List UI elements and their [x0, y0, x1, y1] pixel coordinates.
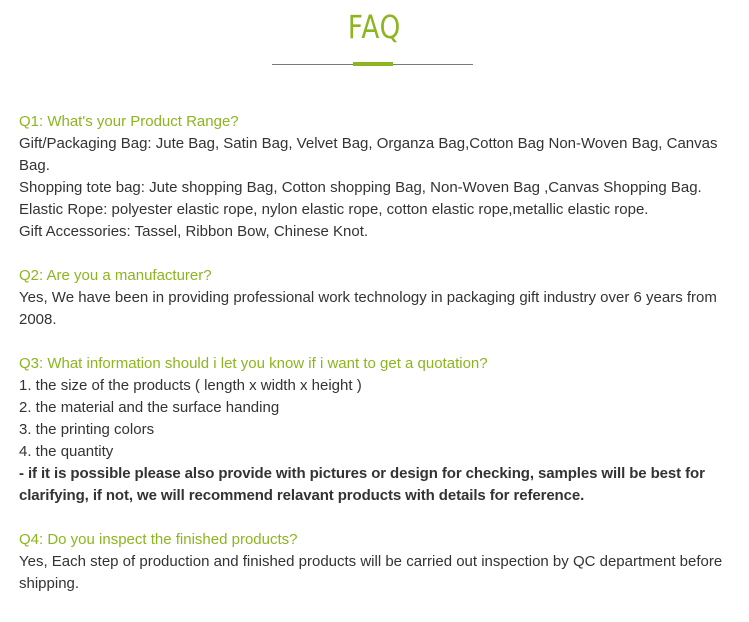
- faq-answer-line: Elastic Rope: polyester elastic rope, nylon elastic rope, cotton elastic rope,metallic elastic rope.: [19, 201, 649, 218]
- faq-item-q3: [19, 353, 734, 507]
- faq-question: Q4: Do you inspect the finished products?: [19, 531, 298, 548]
- faq-question: Q3: What information should i let you know if i want to get a quotation?: [19, 355, 488, 372]
- faq-answer-line: 1. the size of the products ( length x width x height ): [19, 377, 362, 394]
- faq-answer-line: 4. the quantity: [19, 443, 114, 460]
- faq-answer-line: Gift/Packaging Bag: Jute Bag, Satin Bag, Velvet Bag, Organza Bag,Cotton Bag Non-Woven Bag, Canvas Bag.: [19, 135, 718, 174]
- faq-answer-line: Yes, We have been in providing professional work technology in packaging gift industry over 6 years from 2008.: [19, 289, 717, 328]
- faq-list: [19, 111, 734, 617]
- page-title: FAQ: [347, 8, 402, 46]
- faq-item-q2: [19, 265, 734, 331]
- faq-item-q4: [19, 529, 734, 595]
- faq-question: Q1: What's your Product Range?: [19, 113, 239, 130]
- faq-answer-note: - if it is possible please also provide with pictures or design for checking, samples will be best for clarifying, if not, we will recommend relavant products with details for reference.: [19, 465, 705, 504]
- faq-answer-line: Gift Accessories: Tassel, Ribbon Bow, Chinese Knot.: [19, 223, 369, 240]
- faq-item-q1: [19, 111, 734, 243]
- faq-answer-line: Yes, Each step of production and finished products will be carried out inspection by QC department before shipping.: [19, 553, 723, 592]
- faq-answer-line: Shopping tote bag: Jute shopping Bag, Cotton shopping Bag, Non-Woven Bag ,Canvas Shopping Bag.: [19, 179, 702, 196]
- faq-question: Q2: Are you a manufacturer?: [19, 267, 212, 284]
- faq-answer-line: 3. the printing colors: [19, 421, 155, 438]
- faq-header: [0, 0, 749, 80]
- title-accent-bar: [353, 62, 393, 66]
- faq-answer-line: 2. the material and the surface handing: [19, 399, 280, 416]
